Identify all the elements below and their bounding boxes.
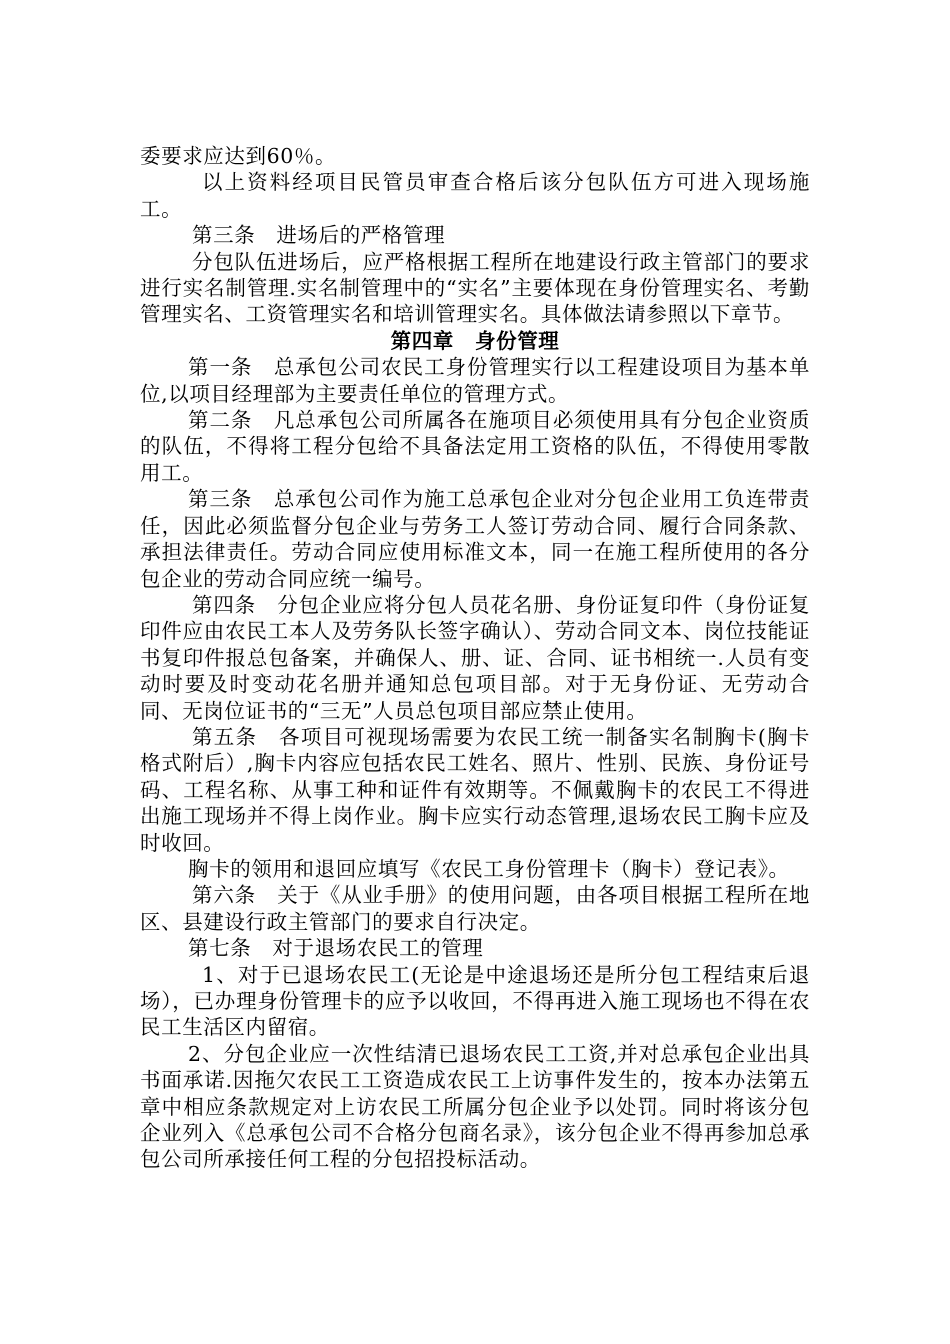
article-heading: 第三条 进场后的严格管理	[192, 223, 446, 248]
article-paragraph: 第一条 总承包公司农民工身份管理实行以工程建设项目为基本单位,以项目经理部为主要责任单位的管理方式。	[140, 355, 810, 406]
paragraph: 胸卡的领用和退回应填写《农民工身份管理卡（胸卡）登记表》。	[188, 856, 790, 881]
article-paragraph: 第五条 各项目可视现场需要为农民工统一制备实名制胸卡(胸卡格式附后）,胸卡内容应包括农民工姓名、照片、性别、民族、身份证号码、工程名称、从事工种和证件有效期等。不佩戴胸卡的农民工不得进出施工现场并不得上岗作业。胸卡应实行动态管理,退场农民工胸卡应及时收回。	[140, 724, 810, 855]
article-paragraph: 第三条 总承包公司作为施工总承包企业对分包企业用工负连带责任，因此必须监督分包企业与劳务工人签订劳动合同、履行合同条款、承担法律责任。劳动合同应使用标准文本，同一在施工程所使用的各分包企业的劳动合同应统一编号。	[140, 487, 810, 591]
article-paragraph: 第四条 分包企业应将分包人员花名册、身份证复印件（身份证复印件应由农民工本人及劳务队长签字确认）、劳动合同文本、岗位技能证书复印件报总包备案，并确保人、册、证、合同、证书相统一.人员有变动时要及时变动花名册并通知总包项目部。对于无身份证、无劳动合同、无岗位证书的“三无”人员总包项目部应禁止使用。	[140, 592, 810, 723]
list-item: 2、分包企业应一次性结清已退场农民工工资,并对总承包企业出具书面承诺.因拖欠农民工工资造成农民工上访事件发生的，按本办法第五章中相应条款规定对上访农民工所属分包企业予以处罚。同时将该分包企业列入《总承包公司不合格分包商名录》，该分包企业不得再参加总承包公司所承接任何工程的分包招投标活动。	[140, 1041, 810, 1172]
article-heading: 第七条 对于退场农民工的管理	[188, 936, 484, 961]
paragraph: 分包队伍进场后，应严格根据工程所在地建设行政主管部门的要求进行实名制管理.实名制管理中的“实名”主要体现在身份管理实名、考勤管理实名、工资管理实名和培训管理实名。具体做法请参照以下章节。	[140, 249, 810, 327]
chapter-heading: 第四章 身份管理	[390, 328, 560, 353]
list-item: 1、对于已退场农民工(无论是中途退场还是所分包工程结束后退场），已办理身份管理卡的应予以收回，不得再进入施工现场也不得在农民工生活区内留宿。	[140, 962, 810, 1040]
article-paragraph: 第六条 关于《从业手册》的使用问题，由各项目根据工程所在地区、县建设行政主管部门的要求自行决定。	[140, 883, 810, 934]
article-paragraph: 第二条 凡总承包公司所属各在施项目必须使用具有分包企业资质的队伍，不得将工程分包给不具备法定用工资格的队伍，不得使用零散用工。	[140, 408, 810, 485]
document-body	[140, 143, 810, 1173]
paragraph-review: 以上资料经项目民管员审查合格后该分包队伍方可进入现场施工。	[140, 170, 810, 221]
paragraph-tail: 委要求应达到60％。	[140, 144, 337, 168]
